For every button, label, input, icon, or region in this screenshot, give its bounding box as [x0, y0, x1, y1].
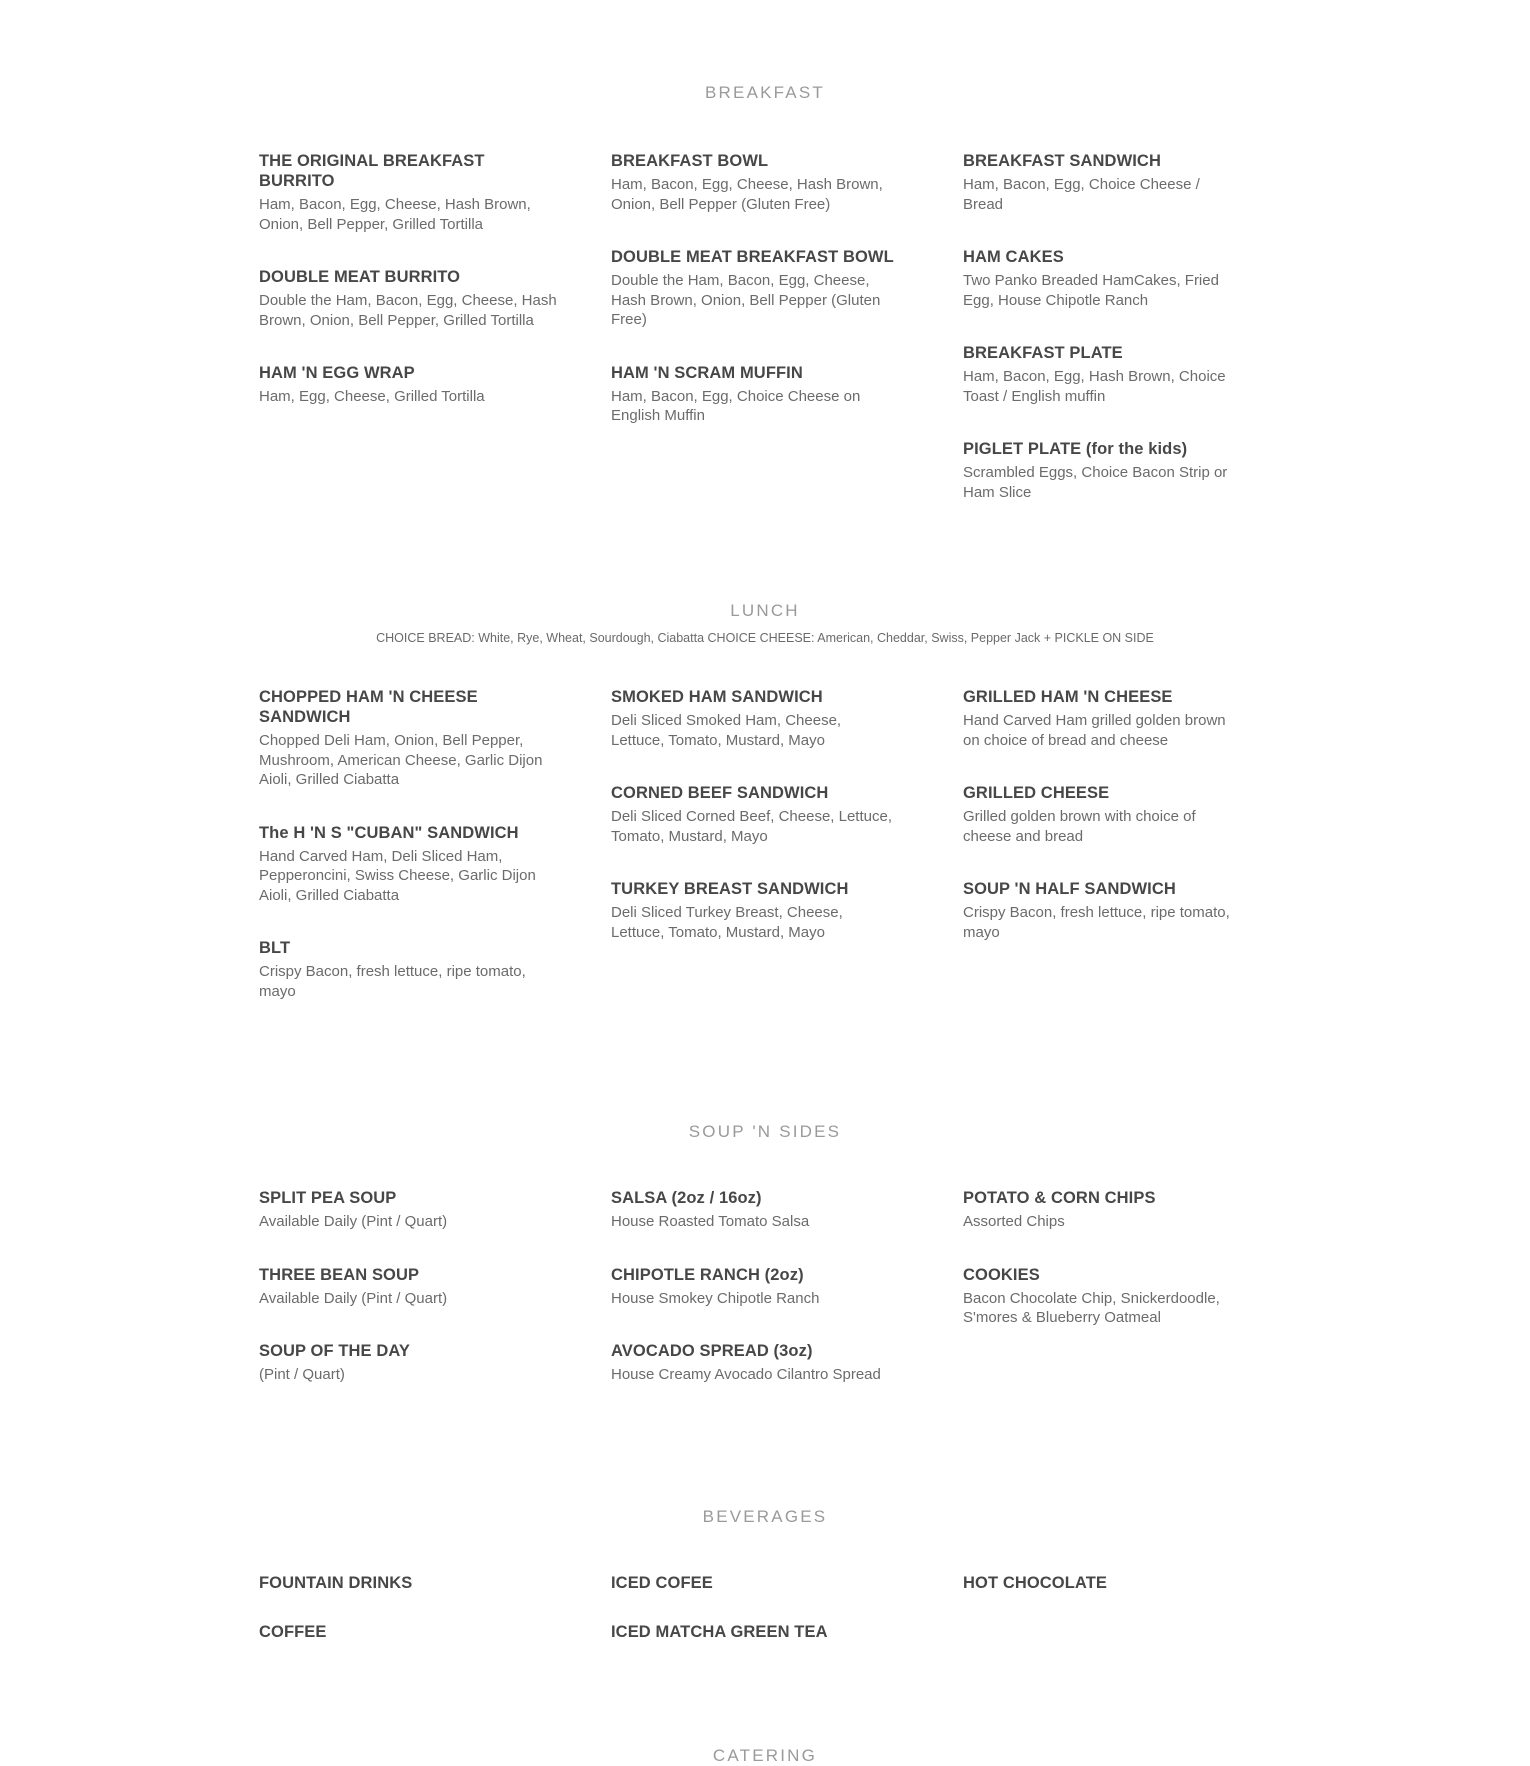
menu-item-name: FOUNTAIN DRINKS	[259, 1574, 413, 1592]
menu-item-name: TURKEY BREAST SANDWICH	[611, 880, 849, 898]
menu-item	[963, 247, 1231, 310]
soup-sides-column-1	[259, 1188, 611, 1418]
breakfast-menu-grid	[259, 151, 1319, 535]
menu-item-name: BREAKFAST SANDWICH	[963, 152, 1161, 170]
menu-item-description: Ham, Bacon, Egg, Cheese, Hash Brown, Onion, Bell Pepper (Gluten Free)	[611, 176, 883, 213]
menu-item-name: HAM CAKES	[963, 248, 1064, 266]
beverages-column-3	[963, 1573, 1319, 1671]
menu-item-name: CHOPPED HAM 'N CHEESE SANDWICH	[259, 688, 478, 726]
section-title-catering: CATERING	[712, 1746, 818, 1765]
breakfast-section	[0, 83, 1530, 103]
menu-item	[963, 439, 1231, 502]
menu-item-description: Ham, Bacon, Egg, Hash Brown, Choice Toast / English muffin	[963, 368, 1226, 405]
breakfast-column-1	[259, 151, 611, 535]
lunch-section	[0, 601, 1530, 645]
menu-item	[611, 1265, 896, 1309]
menu-item-name: COOKIES	[963, 1265, 1040, 1284]
menu-item	[611, 687, 896, 750]
menu-item-name: GRILLED HAM 'N CHEESE	[963, 688, 1173, 706]
menu-item	[963, 783, 1231, 846]
menu-item-name: PIGLET PLATE (for the kids)	[963, 440, 1188, 458]
menu-item	[611, 1341, 896, 1385]
menu-item	[963, 1265, 1231, 1328]
menu-item	[611, 783, 896, 846]
lunch-menu-grid	[259, 687, 1319, 1034]
menu-item-name: BREAKFAST BOWL	[611, 152, 769, 170]
menu-item	[259, 1265, 559, 1309]
beverages-section	[0, 1507, 1530, 1527]
menu-item	[259, 1573, 559, 1593]
soup-sides-column-3	[963, 1188, 1319, 1418]
menu-item	[259, 267, 559, 330]
menu-item-description: Crispy Bacon, fresh lettuce, ripe tomato, mayo	[259, 963, 526, 1000]
menu-item-name: SPLIT PEA SOUP	[259, 1189, 397, 1207]
menu-item	[611, 363, 896, 426]
menu-item-name: COFFEE	[259, 1623, 327, 1641]
soup-sides-menu-grid	[259, 1188, 1319, 1418]
menu-item	[259, 1622, 559, 1642]
menu-item-description: House Smokey Chipotle Ranch	[611, 1289, 820, 1307]
menu-item-name: HOT CHOCOLATE	[963, 1574, 1107, 1592]
menu-item	[259, 938, 559, 1001]
menu-item	[963, 687, 1231, 750]
menu-item-description: Available Daily (Pint / Quart)	[259, 1289, 448, 1307]
soup-sides-column-2	[611, 1188, 963, 1418]
menu-item	[259, 151, 559, 234]
menu-item-description: Ham, Bacon, Egg, Choice Cheese / Bread	[963, 176, 1200, 213]
menu-item-description: House Creamy Avocado Cilantro Spread	[611, 1366, 881, 1383]
menu-item-description: Assorted Chips	[963, 1213, 1065, 1230]
menu-item-name: BREAKFAST PLATE	[963, 344, 1123, 362]
menu-item-description: Deli Sliced Corned Beef, Cheese, Lettuce, Tomato, Mustard, Mayo	[611, 808, 892, 845]
menu-item-description: Two Panko Breaded HamCakes, Fried Egg, House Chipotle Ranch	[963, 272, 1219, 309]
menu-item-name: SOUP 'N HALF SANDWICH	[963, 880, 1176, 898]
menu-item	[611, 879, 896, 942]
menu-item-name: THREE BEAN SOUP	[259, 1265, 420, 1284]
menu-item-description: Hand Carved Ham grilled golden brown on choice of bread and cheese	[963, 712, 1226, 749]
section-title-soup-sides: SOUP 'N SIDES	[688, 1122, 842, 1141]
menu-item-name: HAM 'N SCRAM MUFFIN	[611, 363, 803, 382]
menu-item-name: DOUBLE MEAT BREAKFAST BOWL	[611, 248, 894, 266]
menu-item	[963, 1573, 1231, 1593]
menu-item-description: Ham, Bacon, Egg, Choice Cheese on English Muffin	[611, 387, 861, 424]
menu-item-description: Available Daily (Pint / Quart)	[259, 1213, 448, 1230]
menu-item	[611, 247, 896, 330]
menu-item	[259, 687, 559, 790]
menu-item	[963, 1188, 1231, 1232]
menu-item	[259, 363, 559, 407]
menu-item-name: CORNED BEEF SANDWICH	[611, 784, 829, 802]
menu-item-description: House Roasted Tomato Salsa	[611, 1213, 810, 1230]
menu-item-name: AVOCADO SPREAD (3oz)	[611, 1342, 813, 1360]
menu-item	[611, 1622, 896, 1642]
menu-item	[611, 1188, 896, 1232]
menu-item-name: POTATO & CORN CHIPS	[963, 1189, 1156, 1207]
menu-item	[611, 1573, 896, 1593]
menu-item-description: Hand Carved Ham, Deli Sliced Ham, Pepperoncini, Swiss Cheese, Garlic Dijon Aioli, Grilled Ciabatta	[259, 847, 536, 904]
menu-item-name: ICED COFEE	[611, 1574, 713, 1592]
menu-item-description: Deli Sliced Turkey Breast, Cheese, Lettuce, Tomato, Mustard, Mayo	[611, 904, 843, 941]
beverages-column-1	[259, 1573, 611, 1671]
beverages-menu-grid	[259, 1573, 1319, 1671]
menu-item-description: Ham, Bacon, Egg, Cheese, Hash Brown, Onion, Bell Pepper, Grilled Tortilla	[259, 196, 531, 233]
menu-item	[611, 151, 896, 214]
menu-item-description: Scrambled Eggs, Choice Bacon Strip or Ham Slice	[963, 464, 1228, 501]
catering-section	[0, 1746, 1530, 1766]
soup-sides-section	[0, 1122, 1530, 1142]
menu-item-name: SOUP OF THE DAY	[259, 1342, 410, 1360]
menu-item-name: GRILLED CHEESE	[963, 784, 1110, 802]
menu-item	[963, 879, 1231, 942]
lunch-column-3	[963, 687, 1319, 1034]
menu-item-name: SALSA (2oz / 16oz)	[611, 1189, 762, 1207]
section-title-beverages: BEVERAGES	[702, 1507, 828, 1526]
menu-item-description: Double the Ham, Bacon, Egg, Cheese, Hash Brown, Onion, Bell Pepper, Grilled Tortilla	[259, 292, 557, 329]
lunch-column-1	[259, 687, 611, 1034]
menu-item-name: DOUBLE MEAT BURRITO	[259, 268, 461, 286]
menu-item	[963, 151, 1231, 214]
menu-item-name: THE ORIGINAL BREAKFAST BURRITO	[259, 152, 485, 190]
section-title-lunch: LUNCH	[730, 601, 800, 620]
menu-item-name: ICED MATCHA GREEN TEA	[611, 1623, 828, 1641]
menu-item-description: Bacon Chocolate Chip, Snickerdoodle, S'mores & Blueberry Oatmeal	[963, 1289, 1220, 1326]
lunch-choice-note: CHOICE BREAD: White, Rye, Wheat, Sourdough, Ciabatta CHOICE CHEESE: American, Cheddar, Swiss, Pepper Jack + PICKLE ON SIDE	[376, 631, 1154, 645]
menu-item-description: Ham, Egg, Cheese, Grilled Tortilla	[259, 388, 485, 405]
menu-item-description: Deli Sliced Smoked Ham, Cheese, Lettuce, Tomato, Mustard, Mayo	[611, 712, 842, 749]
menu-item	[259, 823, 559, 906]
section-title-breakfast: BREAKFAST	[705, 83, 825, 102]
menu-item-name: BLT	[259, 939, 291, 957]
menu-item	[259, 1341, 559, 1385]
lunch-column-2	[611, 687, 963, 1034]
menu-item-description: (Pint / Quart)	[259, 1366, 345, 1383]
beverages-column-2	[611, 1573, 963, 1671]
menu-item	[963, 343, 1231, 406]
menu-item-name: CHIPOTLE RANCH (2oz)	[611, 1265, 804, 1284]
menu-item-description: Chopped Deli Ham, Onion, Bell Pepper, Mushroom, American Cheese, Garlic Dijon Aioli, Grilled Ciabatta	[259, 732, 543, 788]
menu-item-name: SMOKED HAM SANDWICH	[611, 688, 823, 706]
breakfast-column-3	[963, 151, 1319, 535]
menu-item	[259, 1188, 559, 1232]
menu-item-name: HAM 'N EGG WRAP	[259, 364, 415, 382]
breakfast-column-2	[611, 151, 963, 535]
menu-item-name: The H 'N S "CUBAN" SANDWICH	[259, 823, 519, 842]
menu-item-description: Grilled golden brown with choice of cheese and bread	[963, 808, 1196, 845]
menu-item-description: Crispy Bacon, fresh lettuce, ripe tomato, mayo	[963, 904, 1230, 941]
menu-item-description: Double the Ham, Bacon, Egg, Cheese, Hash Brown, Onion, Bell Pepper (Gluten Free)	[611, 272, 881, 328]
